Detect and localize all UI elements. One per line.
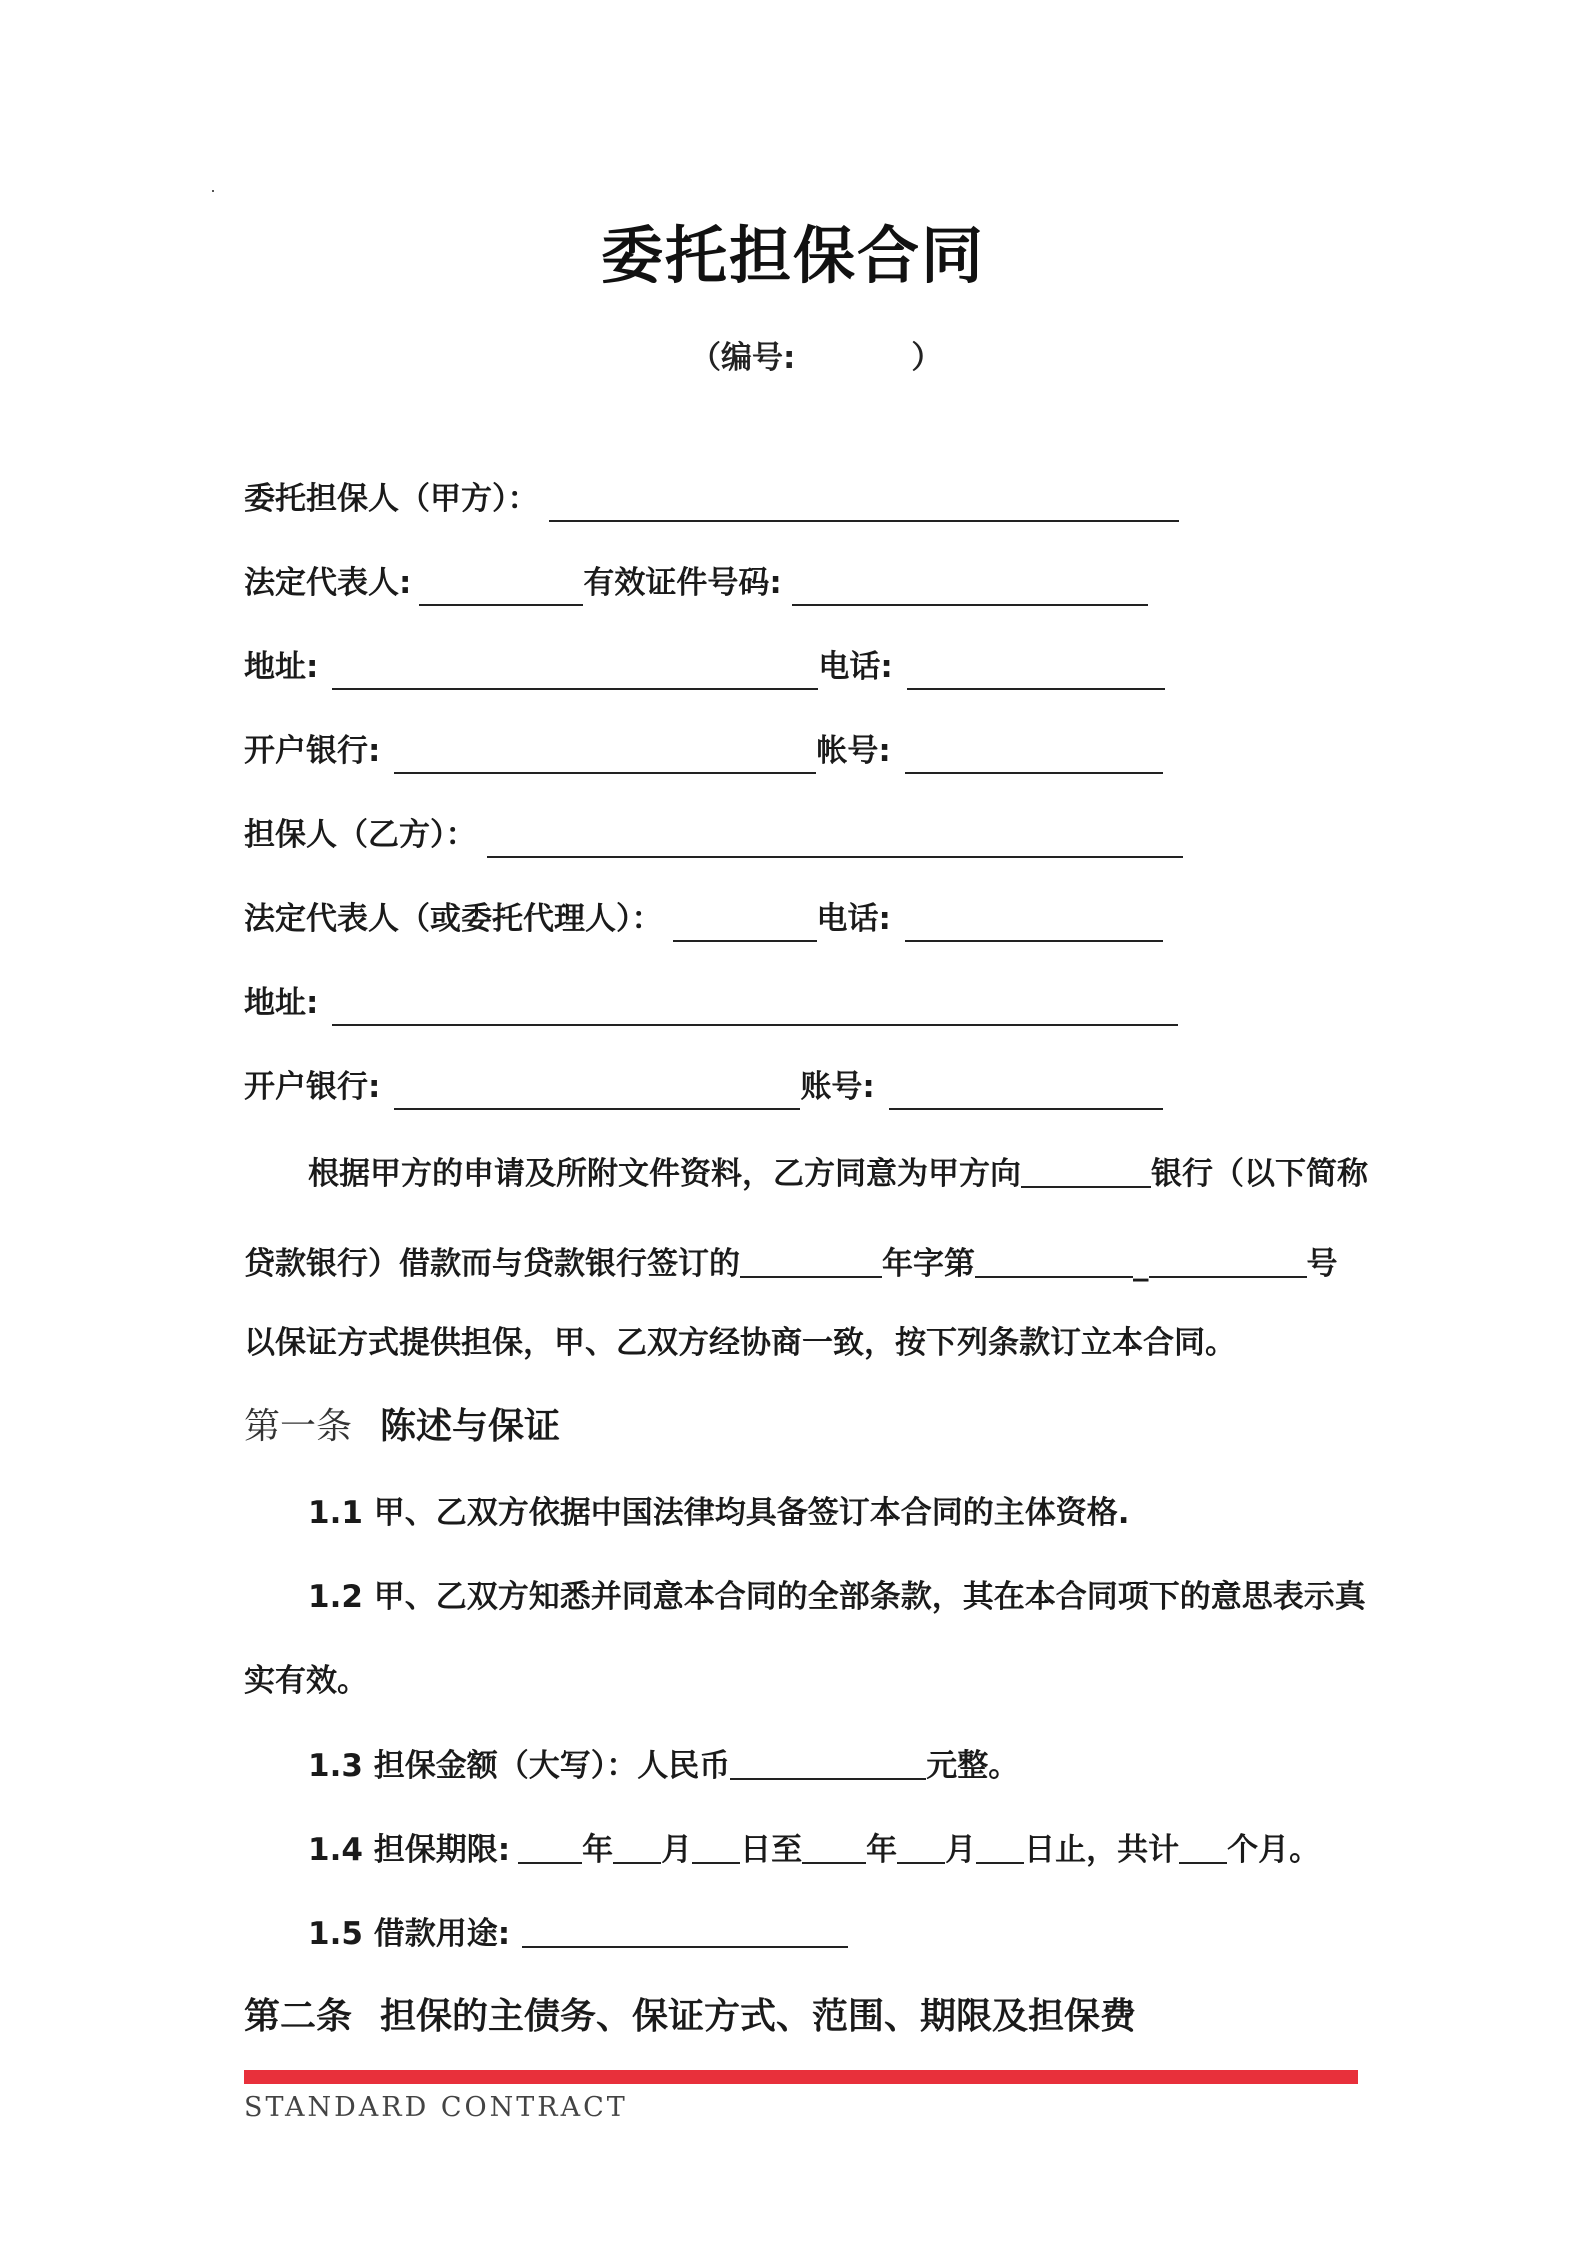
scan-dot [212,190,214,192]
clause-1-4-label: 1.4 担保期限: [308,1832,511,1868]
contract-number [690,332,942,377]
principal-label: 委托担保人（甲方）： [244,481,539,517]
article-2-number: 第二条 [244,1996,353,2037]
clause-1-2-line-2: 实有效。 [244,1663,368,1699]
end-year-unit: 年 [866,1832,898,1868]
lender-bank-field[interactable] [1021,1150,1151,1188]
legal-rep-field[interactable] [419,564,583,606]
principal-field[interactable] [549,480,1179,522]
contract-number-close: ） [911,340,943,376]
address-label-a: 地址: [244,649,319,685]
address-row-b [244,980,1178,1026]
phone-label-b: 电话: [816,901,891,937]
contract-number-open: （编号: [690,340,796,376]
phone-field-b[interactable] [905,900,1163,942]
preamble-dash: _ [1133,1246,1149,1282]
guarantee-amount-field[interactable] [730,1742,926,1780]
start-year-unit: 年 [582,1832,614,1868]
footer-label: STANDARD CONTRACT [244,2092,628,2123]
end-day-unit: 日止，共计 [1024,1832,1180,1868]
address-field-a[interactable] [332,648,818,690]
document-title: 委托担保合同 [600,219,985,292]
legal-rep-agent-row [244,896,1163,942]
clause-1-1: 1.1 甲、乙双方依据中国法律均具备签订本合同的主体资格. [308,1495,1130,1531]
id-number-field[interactable] [792,564,1148,606]
phone-label-a: 电话: [818,649,893,685]
start-month-field[interactable] [613,1826,661,1864]
end-month-unit: 月 [945,1832,977,1868]
clause-1-5 [308,1910,848,1957]
total-months-field[interactable] [1179,1826,1227,1864]
bank-field-b[interactable] [394,1068,800,1110]
end-day-field[interactable] [976,1826,1024,1864]
end-month-field[interactable] [897,1826,945,1864]
bank-row-a [244,728,1163,774]
id-number-label: 有效证件号码: [583,565,782,601]
loan-contract-number-field-1[interactable] [975,1240,1133,1278]
preamble-text-1b: 银行（以下简称 [1151,1156,1368,1192]
article-1-title: 陈述与保证 [380,1406,561,1447]
address-row-a [244,644,1165,690]
article-1-number: 第一条 [244,1406,353,1447]
clause-1-3-suffix: 元整。 [926,1748,1020,1784]
start-day-field[interactable] [692,1826,740,1864]
footer-accent-bar [244,2070,1358,2084]
clause-1-3-label: 1.3 担保金额（大写）：人民币 [308,1748,731,1784]
start-day-unit: 日至 [740,1832,803,1868]
phone-field-a[interactable] [907,648,1165,690]
end-year-field[interactable] [802,1826,866,1864]
bank-label-b: 开户银行: [244,1069,381,1105]
total-months-unit: 个月。 [1227,1832,1321,1868]
bank-label-a: 开户银行: [244,733,381,769]
clause-1-4 [308,1826,1320,1873]
legal-rep-agent-label: 法定代表人（或委托代理人）： [244,901,663,937]
guarantor-field[interactable] [487,816,1183,858]
loan-purpose-field[interactable] [522,1910,848,1948]
loan-contract-number-field-2[interactable] [1149,1240,1307,1278]
clause-1-2-line-1: 1.2 甲、乙双方知悉并同意本合同的全部条款，其在本合同项下的意思表示真 [308,1579,1366,1615]
account-field-b[interactable] [889,1068,1163,1110]
start-month-unit: 月 [661,1832,693,1868]
clause-1-5-label: 1.5 借款用途: [308,1916,511,1952]
article-2-heading [244,1992,1136,2042]
start-year-field[interactable] [518,1826,582,1864]
guarantor-row [244,812,1183,858]
account-field-a[interactable] [905,732,1163,774]
bank-row-b [244,1064,1163,1110]
preamble-text-2b: 年字第 [882,1246,975,1282]
account-label-b: 账号: [800,1069,875,1105]
loan-contract-prefix-field[interactable] [740,1240,882,1278]
clause-1-3 [308,1742,1019,1789]
address-label-b: 地址: [244,985,319,1021]
bank-field-a[interactable] [394,732,816,774]
article-1-heading [244,1402,560,1452]
address-field-b[interactable] [332,984,1178,1026]
principal-row [244,476,1179,522]
preamble-text-2a: 贷款银行）借款而与贷款银行签订的 [244,1246,740,1282]
preamble-text-2c: 号 [1306,1246,1338,1282]
legal-rep-agent-field[interactable] [673,900,817,942]
article-2-title: 担保的主债务、保证方式、范围、期限及担保费 [380,1996,1137,2037]
preamble-text-1a: 根据甲方的申请及所附文件资料，乙方同意为甲方向 [308,1156,1021,1192]
preamble-line-3: 以保证方式提供担保，甲、乙双方经协商一致，按下列条款订立本合同。 [244,1325,1236,1361]
legal-rep-label: 法定代表人: [244,565,412,601]
guarantor-label: 担保人（乙方）： [244,817,477,853]
preamble-line-1 [244,1150,1368,1197]
account-label-a: 帐号: [816,733,891,769]
legal-rep-row [244,560,1148,606]
preamble-line-2 [244,1240,1356,1287]
